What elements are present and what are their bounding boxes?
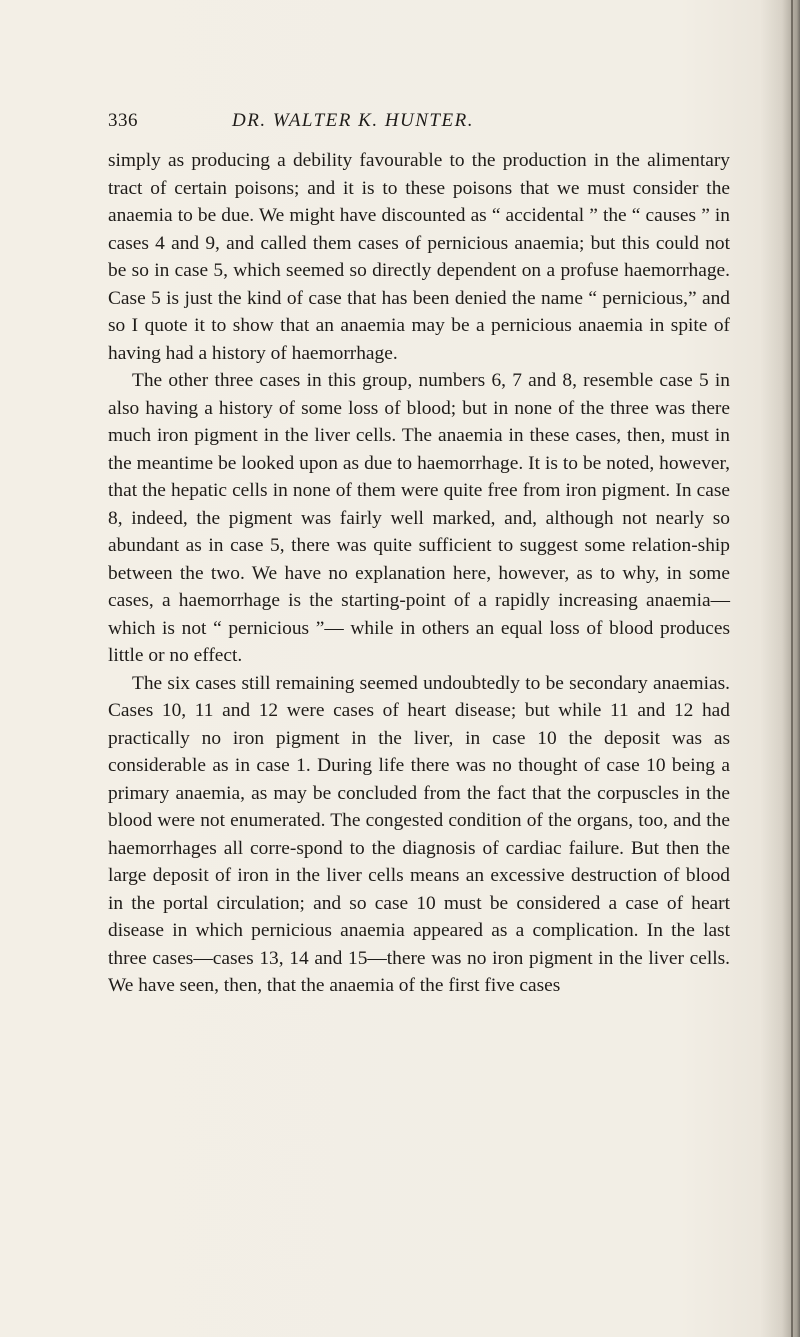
paragraph-2: The other three cases in this group, numbers 6, 7 and 8, resemble case 5 in also having a history of some loss of blood; but in none of the three was there much iron pigment in the liver cells. The anaemia in these cases, then, must in the meantime be looked upon as due to haemorrhage. It is to be noted, however, that the hepatic cells in none of them were quite free from iron pigment. In case 8, indeed, the pigment was fairly well marked, and, although not nearly so abundant as in case 5, there was quite sufficient to suggest some relation-ship between the two. We have no explanation here, however, as to why, in some cases, a haemorrhage is the starting-point of a rapidly increasing anaemia—which is not “ pernicious ”— while in others an equal loss of blood produces little or no effect. — [108, 370, 730, 666]
paragraph-3: The six cases still remaining seemed undoubtedly to be secondary anaemias. Cases 10, 11 and 12 were cases of heart disease; but while 11 and 12 had practically no iron pigment in the liver, in case 10 the deposit was as considerable as in case 1. During life there was no thought of case 10 being a primary anaemia, as may be concluded from the fact that the corpuscles in the blood were not enumerated. The congested condition of the organs, too, and the haemorrhages all corre-spond to the diagnosis of cardiac failure. But then the large deposit of iron in the liver cells means an excessive destruction of blood in the portal circulation; and so case 10 must be considered a case of heart disease in which pernicious anaemia appeared as a complication. In the last three cases—cases 13, 14 and 15—there was no iron pigment in the liver cells. We have seen, then, that the anaemia of the first five cases — [108, 672, 730, 996]
page-edge-shadow — [760, 0, 800, 1337]
page-number: 336 — [108, 110, 138, 131]
running-header — [108, 106, 728, 136]
paragraph-1: simply as producing a debility favourable to the production in the alimentary tract of certain poisons; and it is to these poisons that we must consider the anaemia to be due. We might have discounted as “ accidental ” the “ causes ” in cases 4 and 9, and called them cases of pernicious anaemia; but this could not be so in case 5, which seemed so directly dependent on a profuse haemorrhage. Case 5 is just the kind of case that has been denied the name “ pernicious,” and so I quote it to show that an anaemia may be a pernicious anaemia in spite of having had a history of haemorrhage. — [108, 150, 730, 364]
header-title: DR. WALTER K. HUNTER. — [232, 110, 474, 131]
body-text — [108, 147, 730, 1000]
page-edge-line — [791, 0, 793, 1337]
